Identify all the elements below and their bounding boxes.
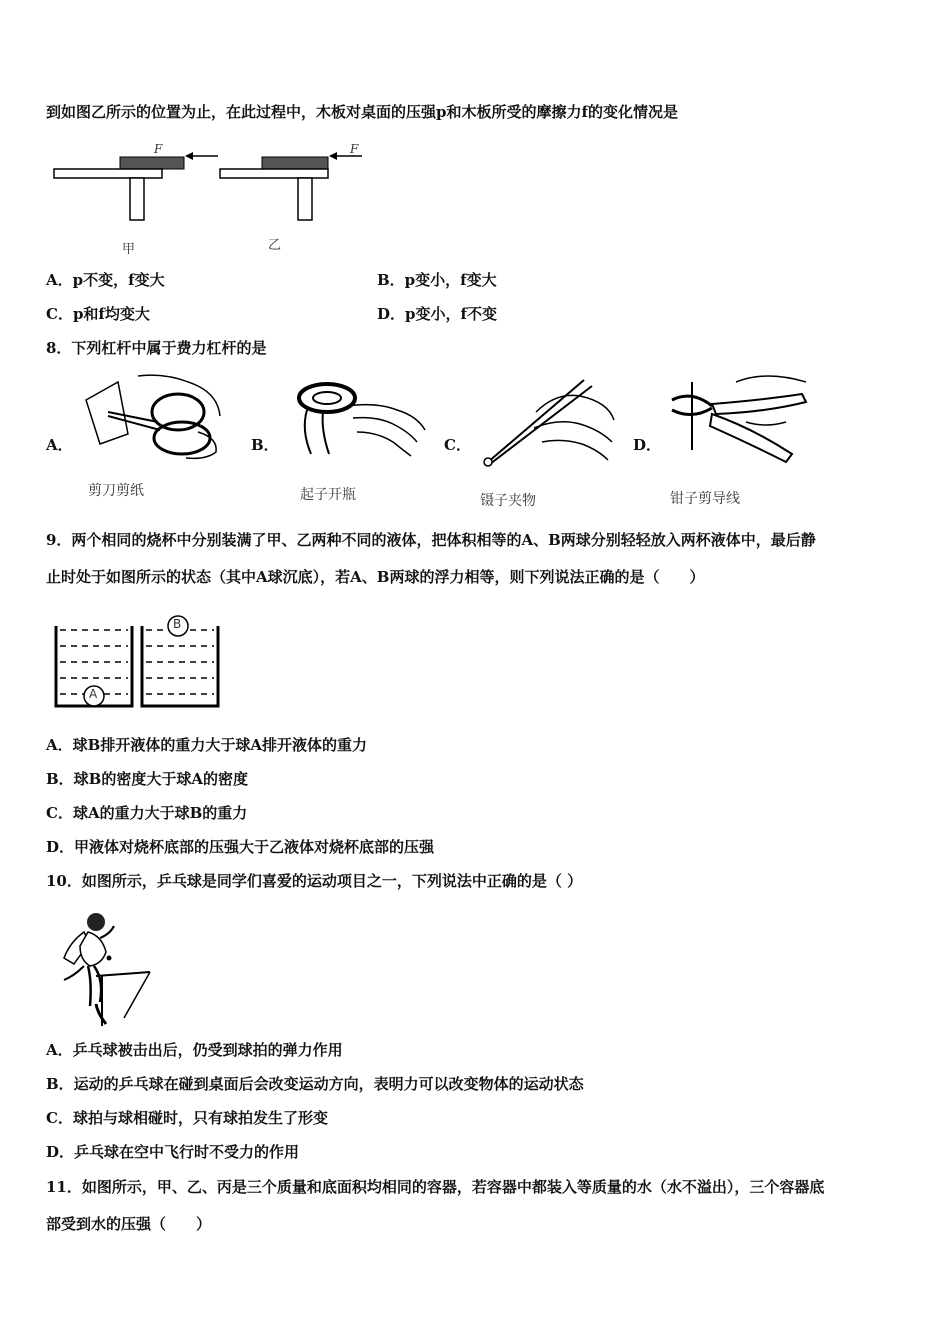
q11-stem-line1: 11．如图所示，甲、乙、丙是三个质量和底面积均相同的容器，若容器中都装入等质量的水（水不溢出），三个容器底 — [46, 1178, 825, 1196]
q8-option-d-letter: D． — [633, 436, 662, 454]
q9-option-a: A．球B排开液体的重力大于球A排开液体的重力 — [46, 736, 367, 754]
q8-caption-c: 镊子夹物 — [480, 493, 536, 509]
q8-option-b-letter: B． — [251, 436, 279, 454]
force-label-yi: F — [350, 142, 359, 156]
q10-option-d: D．乒乓球在空中飞行时不受力的作用 — [46, 1143, 300, 1161]
q9-stem-line2: 止时处于如图所示的状态（其中A球沉底），若A、B两球的浮力相等，则下列说法正确的是（ ） — [46, 568, 705, 586]
pliers-icon — [666, 370, 816, 470]
bottle-opener-icon — [287, 376, 427, 461]
q9-beakers-figure — [52, 614, 222, 714]
q9-option-c: C．球A的重力大于球B的重力 — [46, 804, 248, 822]
figure-label-jia: 甲 — [122, 242, 136, 257]
q7-option-a: A．p不变，f变大 — [46, 271, 165, 289]
force-label-jia: F — [154, 142, 163, 156]
q8-option-a-letter: A． — [46, 436, 73, 454]
q7-stem: 到如图乙所示的位置为止，在此过程中，木板对桌面的压强p和木板所受的摩擦力f的变化情况是 — [46, 103, 678, 121]
ball-a-label: A — [89, 687, 98, 701]
q7-figure — [50, 140, 380, 260]
q7-option-d: D．p变小，f不变 — [377, 305, 497, 323]
ball-b-label: B — [173, 617, 182, 631]
q9-option-b: B．球B的密度大于球A的密度 — [46, 770, 248, 788]
tweezers-icon — [476, 372, 616, 472]
q8-caption-b: 起子开瓶 — [300, 487, 356, 503]
scissors-icon — [78, 372, 228, 462]
q7-option-c: C．p和f均变大 — [46, 305, 150, 323]
q11-stem-line2: 部受到水的压强（ ） — [46, 1215, 212, 1233]
q10-option-a: A．乒乓球被击出后，仍受到球拍的弹力作用 — [46, 1041, 343, 1059]
table-tennis-player-icon — [44, 908, 154, 1028]
q10-option-b: B．运动的乒乓球在碰到桌面后会改变运动方向，表明力可以改变物体的运动状态 — [46, 1075, 584, 1093]
q9-stem-line1: 9．两个相同的烧杯中分别装满了甲、乙两种不同的液体，把体积相等的A、B两球分别轻轻放入两杯液体中，最后静 — [46, 531, 816, 549]
q10-stem: 10．如图所示，乒乓球是同学们喜爱的运动项目之一，下列说法中正确的是（ ） — [46, 872, 583, 890]
q8-caption-d: 钳子剪导线 — [670, 491, 740, 507]
q10-option-c: C．球拍与球相碰时，只有球拍发生了形变 — [46, 1109, 328, 1127]
q8-stem: 8．下列杠杆中属于费力杠杆的是 — [46, 339, 267, 357]
q9-option-d: D．甲液体对烧杯底部的压强大于乙液体对烧杯底部的压强 — [46, 838, 435, 856]
q8-option-c-letter: C． — [444, 436, 471, 454]
q8-caption-a: 剪刀剪纸 — [88, 483, 144, 499]
q7-option-b: B．p变小，f变大 — [377, 271, 497, 289]
figure-label-yi: 乙 — [268, 238, 282, 253]
